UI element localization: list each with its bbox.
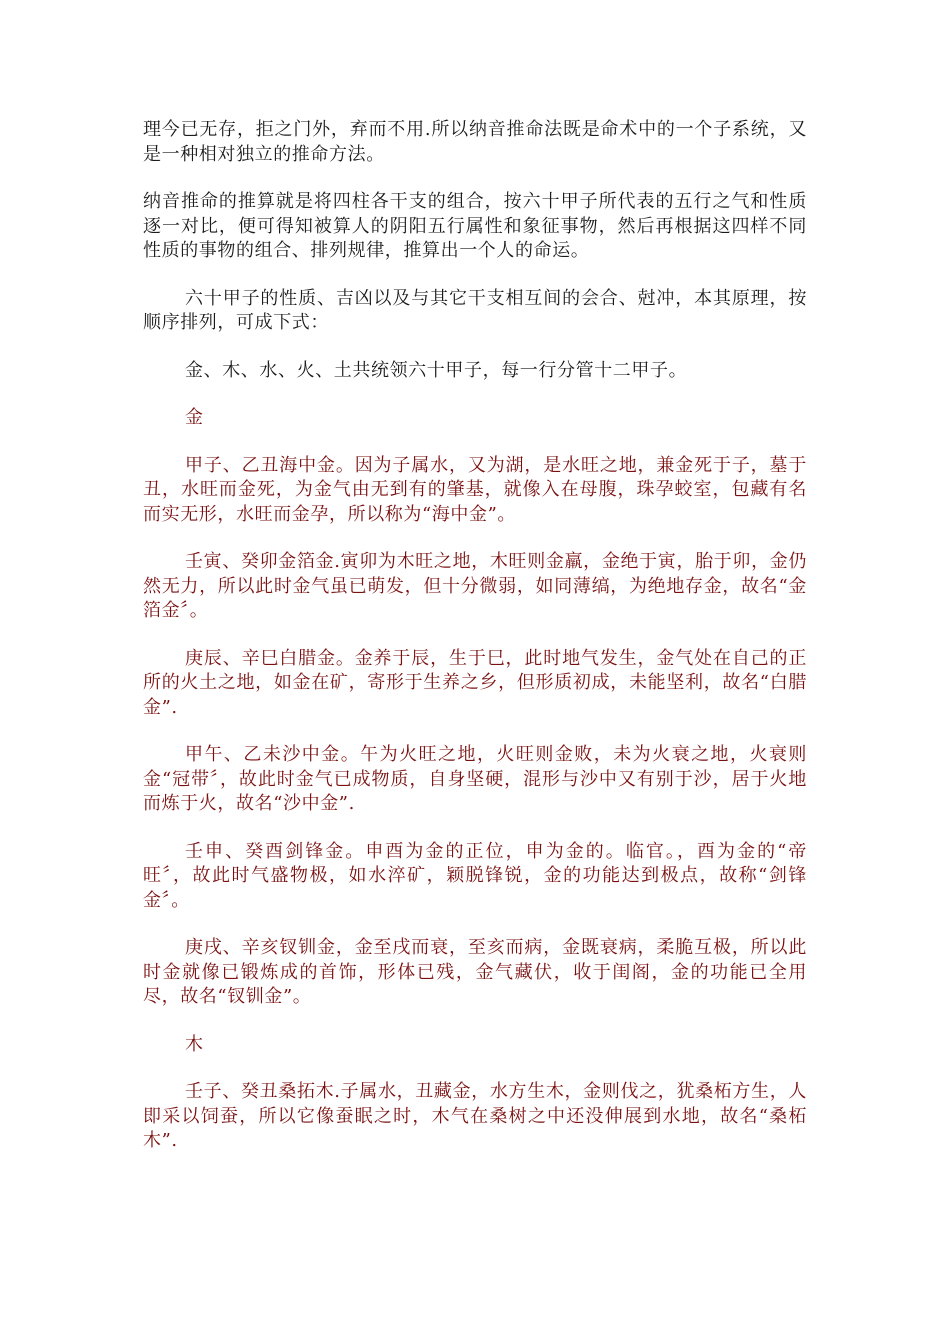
- document-page: [143, 118, 807, 1177]
- paragraph-haizhongjin: 甲子、乙丑海中金。因为子属水，又为湖，是水旺之地，兼金死于子，墓于丑，水旺而金死，为金气由无到有的肇基，就像入在母腹，珠孕蛟室，包藏有名而实无形，水旺而金孕，所以称为“海中金”。: [143, 454, 807, 525]
- paragraph-sangzhemu: 壬子、癸丑桑拓木.子属水，丑藏金，水方生木，金则伐之，犹桑柘方生，人即采以饲蚕，所以它像蚕眠之时，木气在桑树之中还没伸展到水地，故名“桑柘木”.: [143, 1081, 807, 1151]
- paragraph-sixty-jiazi: 六十甲子的性质、吉凶以及与其它干支相互间的会合、尅冲，本其原理，按顺序排列，可成下式：: [143, 287, 807, 333]
- paragraph-shazhongjin: 甲午、乙未沙中金。午为火旺之地，火旺则金败，未为火衰之地，火衰则金“冠带〞，故此时金气已成物质，自身坚硬，混形与沙中又有别于沙，居于火地而炼于火，故名“沙中金”.: [143, 744, 807, 814]
- paragraph-five-elements: 金、木、水、火、土共统领六十甲子，每一行分管十二甲子。: [185, 359, 688, 381]
- heading-wood: 木: [185, 1033, 204, 1055]
- paragraph-jianfengjin: 壬申、癸酉剑锋金。申酉为金的正位，申为金的。临官。，酉为金的“帝旺〞，故此时气盛物极，如水淬矿，颖脱锋锐，金的功能达到极点，故称“剑锋金〞。: [143, 840, 807, 911]
- paragraph-nayin-method: 纳音推命的推算就是将四柱各干支的组合，按六十甲子所代表的五行之气和性质逐一对比，便可得知被算人的阴阳五行属性和象征事物，然后再根据这四样不同性质的事物的组合、排列规律，推算出一个人的命运。: [143, 191, 807, 261]
- paragraph-bailajin: 庚辰、辛巳白腊金。金养于辰，生于巳，此时地气发生，金气处在自己的正所的火土之地，如金在矿，寄形于生养之乡，但形质初成，未能坚利，故名“白腊金”.: [143, 647, 807, 718]
- paragraph-jinbojin: 壬寅、癸卯金箔金.寅卯为木旺之地，木旺则金羸，金绝于寅，胎于卯，金仍然无力，所以此时金气虽已萌发，但十分微弱，如同薄缟，为绝地存金，故名“金箔金〞。: [143, 551, 807, 621]
- paragraph-chaichuanjin: 庚戌、辛亥钗钏金，金至戌而衰，至亥而病，金既衰病，柔脆互极，所以此时金就像已锻炼成的首饰，形体已残，金气藏伏，收于闺阁，金的功能已全用尽，故名“钗钏金”。: [143, 937, 807, 1007]
- paragraph-intro-tail: 理今已无存，拒之门外，弃而不用.所以纳音推命法既是命术中的一个子系统，又是一种相对独立的推命方法。: [143, 119, 807, 165]
- heading-metal: 金: [185, 407, 204, 428]
